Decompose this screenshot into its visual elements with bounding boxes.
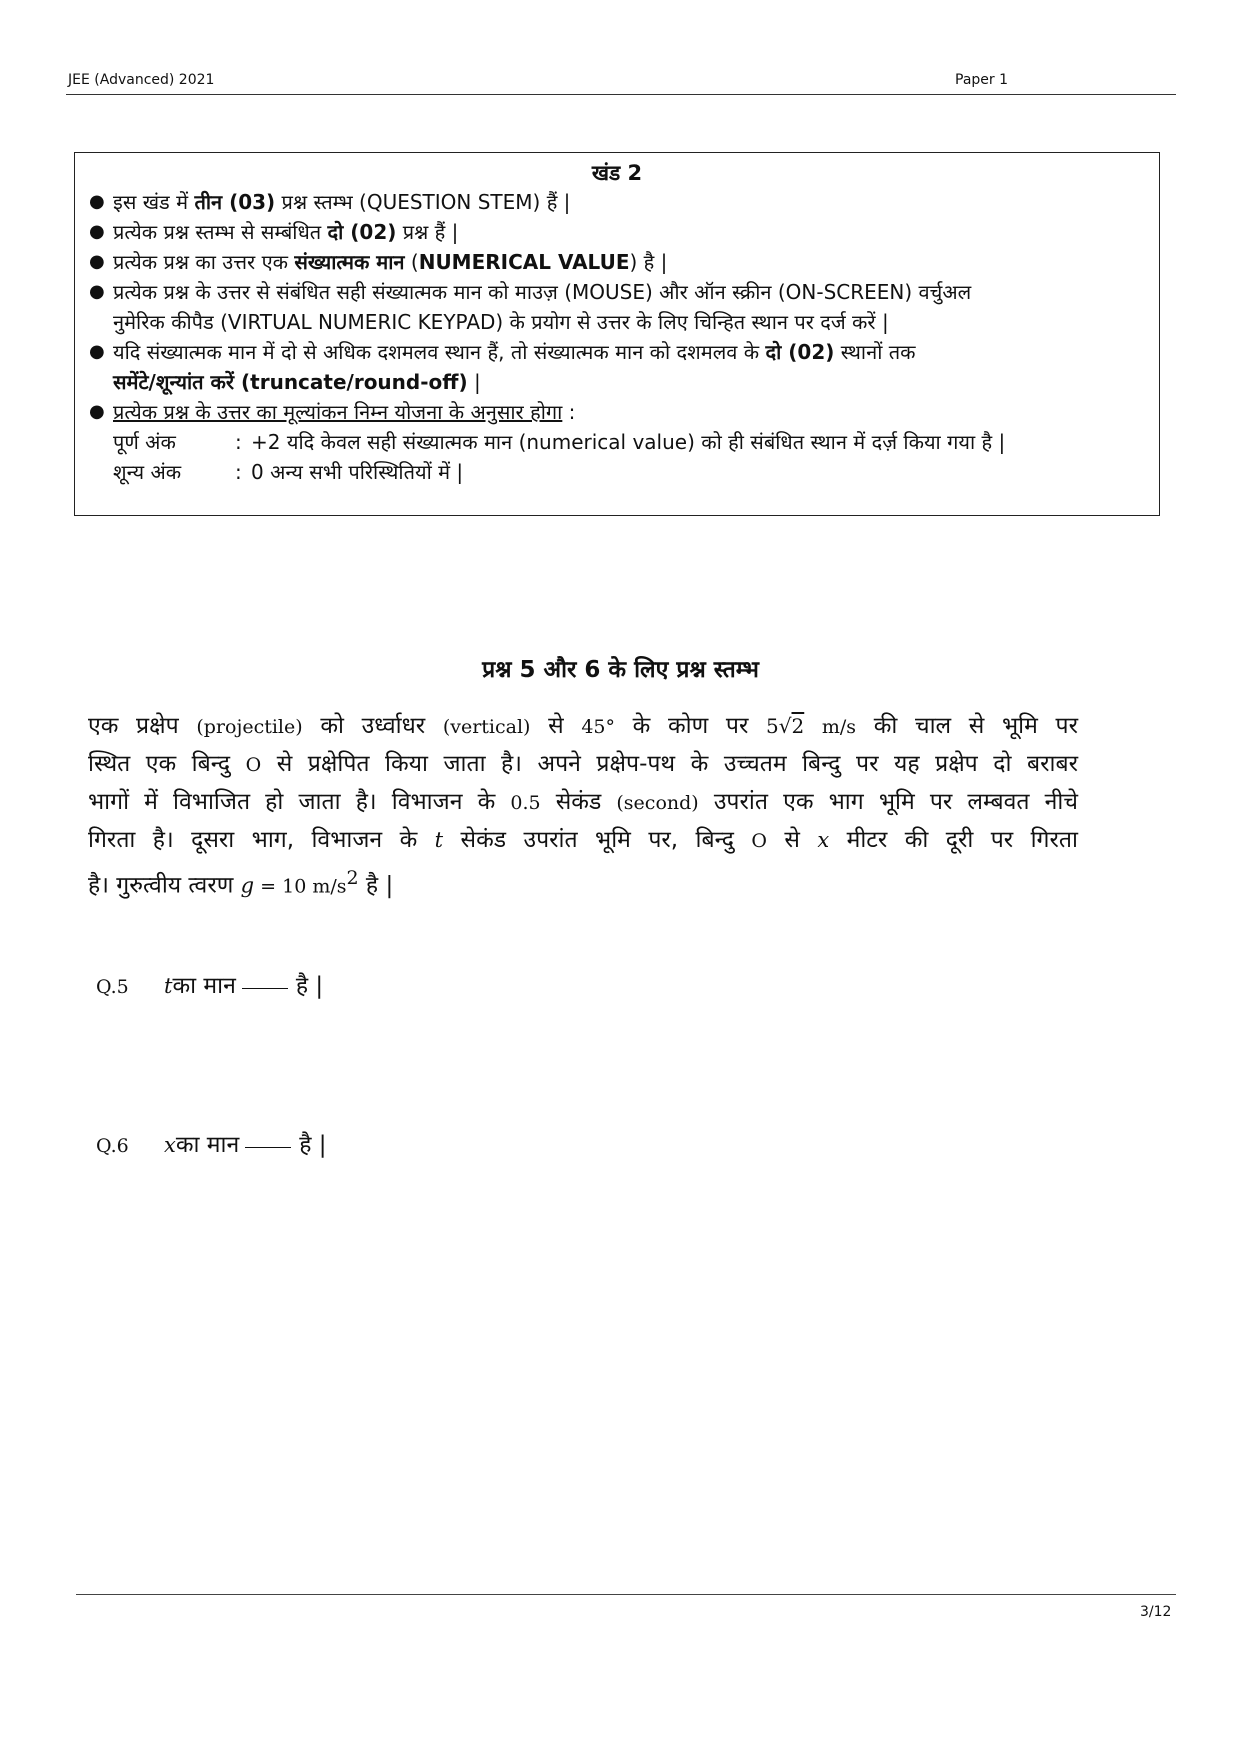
page-number: 3/12 xyxy=(1140,1604,1172,1620)
header-exam-name: JEE (Advanced) 2021 xyxy=(68,72,215,88)
instructions-list xyxy=(87,187,1147,487)
instruction-item: ● यदि संख्यात्मक मान में दो से अधिक दशमलव स्थान हैं, तो संख्यात्मक मान को दशमलव के दो (02) स्थानों तक समेंटे/शून्यांत करें (truncate/round-off) | xyxy=(87,337,1147,397)
stem-line: स्थित एक बिन्दु O से प्रक्षेपित किया जाता है। अपने प्रक्षेप-पथ के उच्चतम बिन्दु पर यह प्रक्षेप दो बराबर xyxy=(88,751,1078,777)
instruction-item: ● प्रत्येक प्रश्न के उत्तर से संबंधित सही संख्यात्मक मान को माउज़ (MOUSE) और ऑन स्क्रीन (ON-SCREEN) वर्चुअल नुमेरिक कीपैड (VIRTUAL NUMERIC KEYPAD) के प्रयोग से उत्तर के लिए चिन्हित स्थान पर दर्ज करें | xyxy=(87,277,1147,337)
stem-line: गिरता है। दूसरा भाग, विभाजन के t सेकंड उपरांत भूमि पर, बिन्दु O से x मीटर की दूरी पर गिरता xyxy=(88,827,1078,853)
question-6: Q.6 x का मान है | xyxy=(96,1132,327,1158)
instruction-item: ● प्रत्येक प्रश्न के उत्तर का मूल्यांकन निम्न योजना के अनुसार होगा : xyxy=(87,397,1147,427)
stem-line: भागों में विभाजित हो जाता है। विभाजन के 0.5 सेकंड (second) उपरांत एक भाग भूमि पर लम्बवत नीचे xyxy=(88,789,1078,815)
header-rule xyxy=(66,94,1176,95)
header-paper-label: Paper 1 xyxy=(955,72,1009,88)
question-stem-heading: प्रश्न 5 और 6 के लिए प्रश्न स्तम्भ xyxy=(482,657,759,683)
marking-full: पूर्ण अंक : +2 यदि केवल सही संख्यात्मक मान (numerical value) को ही संबंधित स्थान में दर्ज़ किया गया है | xyxy=(113,430,1006,454)
stem-line: है। गुरुत्वीय त्वरण g = 10 $m/s^2$ है | xyxy=(88,867,394,899)
question-number: Q.5 xyxy=(96,976,129,998)
footer-rule xyxy=(76,1594,1176,1595)
question-stem-paragraph xyxy=(88,708,1078,906)
instructions-box xyxy=(74,152,1160,516)
question-number: Q.6 xyxy=(96,1135,129,1157)
question-5: Q.5 t का मान है | xyxy=(96,973,324,999)
instruction-item: ● प्रत्येक प्रश्न का उत्तर एक संख्यात्मक मान (NUMERICAL VALUE) है | xyxy=(87,247,1147,277)
bullet-icon: ● xyxy=(89,191,105,212)
instruction-item: ● इस खंड में तीन (03) प्रश्न स्तम्भ (QUESTION STEM) हैं | xyxy=(87,187,1147,217)
bullet-icon: ● xyxy=(89,341,105,362)
stem-line: एक प्रक्षेप (projectile) को उर्ध्वाधर (vertical) से 45° के कोण पर 5√2 m/s की चाल से भूमि पर xyxy=(88,713,1079,739)
bullet-icon: ● xyxy=(89,281,105,302)
answer-blank[interactable] xyxy=(245,1147,291,1148)
instruction-item: ● प्रत्येक प्रश्न स्तम्भ से सम्बंधित दो (02) प्रश्न हैं | xyxy=(87,217,1147,247)
marking-zero: शून्य अंक : 0 अन्य सभी परिस्थितियों में | xyxy=(113,460,464,484)
bullet-icon: ● xyxy=(89,401,105,422)
bullet-icon: ● xyxy=(89,221,105,242)
speed-value: 5√2 xyxy=(766,714,805,738)
bullet-icon: ● xyxy=(89,251,105,272)
section-title: खंड 2 xyxy=(591,161,643,185)
answer-blank[interactable] xyxy=(242,988,288,989)
